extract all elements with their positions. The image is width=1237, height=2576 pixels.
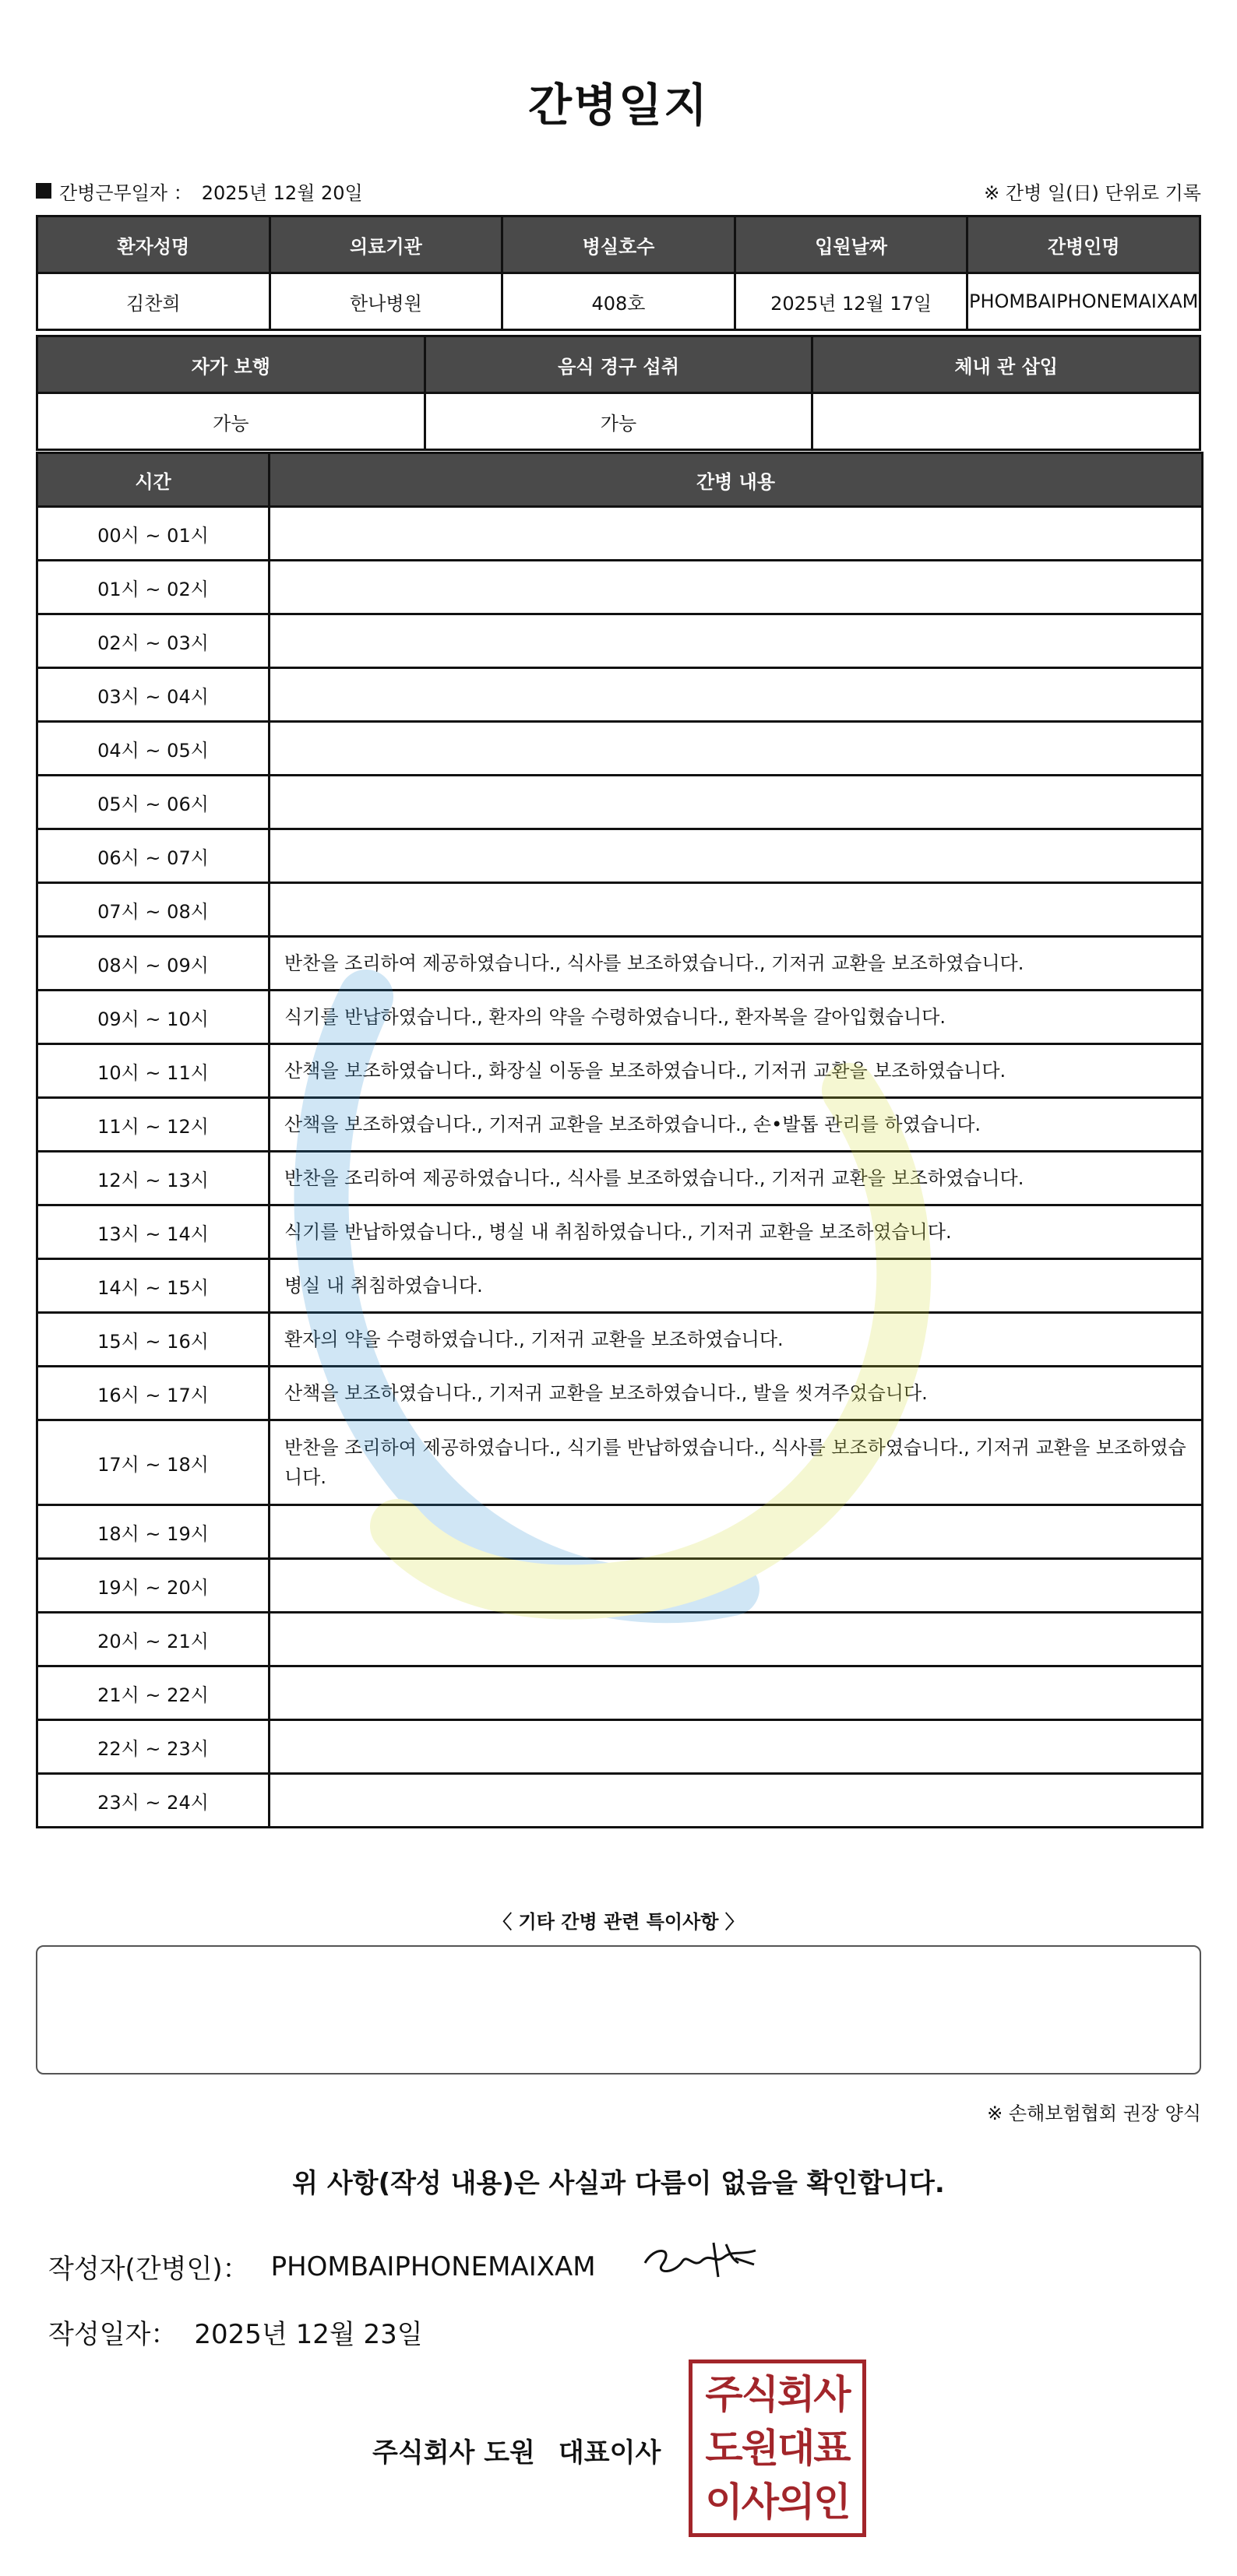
table-row xyxy=(37,1098,1203,1152)
content-cell xyxy=(270,776,1203,829)
page-title: 간병일지 xyxy=(527,79,710,132)
content-cell: 반찬을 조리하여 제공하였습니다., 식사를 보조하였습니다., 기저귀 교환을 보조하였습니다. xyxy=(270,1152,1203,1205)
content-cell xyxy=(270,1666,1203,1720)
table-row xyxy=(37,668,1203,722)
table-row xyxy=(37,614,1203,668)
header-walking: 자가 보행 xyxy=(37,336,425,393)
header-time: 시간 xyxy=(37,453,270,507)
content-cell: 식기를 반납하였습니다., 환자의 약을 수령하였습니다., 환자복을 갈아입혔습니다. xyxy=(270,991,1203,1044)
remarks-title: 〈 기타 간병 관련 특이사항 〉 xyxy=(493,1911,744,1933)
square-bullet-icon xyxy=(36,183,51,199)
unit-note: ※ 간병 일(日) 단위로 기록 xyxy=(984,181,1201,204)
table-row xyxy=(37,1774,1203,1828)
content-cell: 산책을 보조하였습니다., 기저귀 교환을 보조하였습니다., 발을 씻겨주었습니다. xyxy=(270,1367,1203,1420)
table-row xyxy=(37,1044,1203,1098)
room-number: 408호 xyxy=(502,273,735,330)
patient-info-table xyxy=(36,215,1201,331)
care-log-table xyxy=(36,452,1204,1828)
patient-name: 김찬희 xyxy=(37,273,270,330)
time-cell: 04시 ~ 05시 xyxy=(37,722,270,776)
content-cell xyxy=(270,1774,1203,1828)
table-row xyxy=(37,561,1203,614)
time-cell: 03시 ~ 04시 xyxy=(37,668,270,722)
table-row xyxy=(37,1367,1203,1420)
content-cell xyxy=(270,561,1203,614)
header-tube-insertion: 체내 관 삽입 xyxy=(812,336,1200,393)
work-date-value: 2025년 12월 20일 xyxy=(201,181,363,204)
table-row xyxy=(37,937,1203,991)
content-cell xyxy=(270,722,1203,776)
author-row xyxy=(48,2247,596,2286)
header-admission-date: 입원날짜 xyxy=(735,216,967,273)
time-cell: 13시 ~ 14시 xyxy=(37,1205,270,1259)
time-cell: 23시 ~ 24시 xyxy=(37,1774,270,1828)
table-row xyxy=(37,1259,1203,1313)
content-cell: 반찬을 조리하여 제공하였습니다., 식기를 반납하였습니다., 식사를 보조하였습니다., 기저귀 교환을 보조하였습니다. xyxy=(270,1420,1203,1505)
time-cell: 02시 ~ 03시 xyxy=(37,614,270,668)
confirmation-statement: 위 사항(작성 내용)은 사실과 다름이 없음을 확인합니다. xyxy=(292,2168,945,2199)
remarks-box xyxy=(36,1945,1201,2075)
time-cell: 17시 ~ 18시 xyxy=(37,1420,270,1505)
table-row xyxy=(37,722,1203,776)
work-date-row xyxy=(36,178,1201,204)
time-cell: 11시 ~ 12시 xyxy=(37,1098,270,1152)
time-cell: 10시 ~ 11시 xyxy=(37,1044,270,1098)
time-cell: 15시 ~ 16시 xyxy=(37,1313,270,1367)
written-date-label: 작성일자： xyxy=(48,2319,178,2350)
time-cell: 09시 ~ 10시 xyxy=(37,991,270,1044)
walking-status: 가능 xyxy=(37,393,425,450)
author-label: 작성자(간병인)： xyxy=(48,2254,249,2285)
company-name: 주식회사 도원 xyxy=(372,2437,535,2469)
seal-line: 도원대표 xyxy=(705,2425,850,2471)
header-hospital: 의료기관 xyxy=(270,216,502,273)
content-cell: 산책을 보조하였습니다., 기저귀 교환을 보조하였습니다., 손•발톱 관리를 하였습니다. xyxy=(270,1098,1203,1152)
time-cell: 12시 ~ 13시 xyxy=(37,1152,270,1205)
time-cell: 22시 ~ 23시 xyxy=(37,1720,270,1774)
table-row xyxy=(37,1420,1203,1505)
time-cell: 21시 ~ 22시 xyxy=(37,1666,270,1720)
company-signature-line xyxy=(372,2431,661,2469)
representative-title: 대표이사 xyxy=(558,2437,661,2469)
header-oral-intake: 음식 경구 섭취 xyxy=(425,336,812,393)
time-cell: 08시 ~ 09시 xyxy=(37,937,270,991)
content-cell: 환자의 약을 수령하였습니다., 기저귀 교환을 보조하였습니다. xyxy=(270,1313,1203,1367)
time-cell: 06시 ~ 07시 xyxy=(37,829,270,883)
table-row xyxy=(37,991,1203,1044)
table-row xyxy=(37,507,1203,561)
work-date xyxy=(36,178,363,205)
tube-insertion-status xyxy=(812,393,1200,450)
author-name: PHOMBAIPHONEMAIXAM xyxy=(270,2250,596,2282)
content-cell xyxy=(270,614,1203,668)
table-row xyxy=(37,1313,1203,1367)
seal-line: 이사의인 xyxy=(705,2479,850,2525)
patient-status-table xyxy=(36,335,1201,451)
table-row xyxy=(37,1720,1203,1774)
table-row xyxy=(37,1505,1203,1559)
seal-line: 주식회사 xyxy=(705,2372,850,2418)
header-caregiver-name: 간병인명 xyxy=(967,216,1200,273)
table-row xyxy=(37,1205,1203,1259)
content-cell xyxy=(270,1559,1203,1613)
work-date-label: 간병근무일자 ： xyxy=(59,181,192,204)
signature xyxy=(639,2227,763,2289)
hospital-name: 한나병원 xyxy=(270,273,502,330)
admission-date: 2025년 12월 17일 xyxy=(735,273,967,330)
time-cell: 05시 ~ 06시 xyxy=(37,776,270,829)
table-row xyxy=(37,1613,1203,1666)
time-cell: 18시 ~ 19시 xyxy=(37,1505,270,1559)
company-seal xyxy=(689,2360,866,2537)
content-cell xyxy=(270,1613,1203,1666)
content-cell xyxy=(270,668,1203,722)
table-row xyxy=(37,776,1203,829)
time-cell: 14시 ~ 15시 xyxy=(37,1259,270,1313)
content-cell: 병실 내 취침하였습니다. xyxy=(270,1259,1203,1313)
header-patient-name: 환자성명 xyxy=(37,216,270,273)
content-cell: 반찬을 조리하여 제공하였습니다., 식사를 보조하였습니다., 기저귀 교환을 보조하였습니다. xyxy=(270,937,1203,991)
caregiver-name: PHOMBAIPHONEMAIXAM xyxy=(967,273,1200,330)
time-cell: 20시 ~ 21시 xyxy=(37,1613,270,1666)
written-date-row xyxy=(48,2313,423,2351)
time-cell: 01시 ~ 02시 xyxy=(37,561,270,614)
content-cell xyxy=(270,1505,1203,1559)
content-cell: 식기를 반납하였습니다., 병실 내 취침하였습니다., 기저귀 교환을 보조하였습니다. xyxy=(270,1205,1203,1259)
content-cell xyxy=(270,507,1203,561)
recommended-form-note: ※ 손해보험협회 권장 양식 xyxy=(987,2103,1201,2124)
oral-intake-status: 가능 xyxy=(425,393,812,450)
time-cell: 00시 ~ 01시 xyxy=(37,507,270,561)
table-row xyxy=(37,1152,1203,1205)
time-cell: 19시 ~ 20시 xyxy=(37,1559,270,1613)
content-cell xyxy=(270,829,1203,883)
table-row xyxy=(37,1666,1203,1720)
header-care-content: 간병 내용 xyxy=(270,453,1203,507)
content-cell: 산책을 보조하였습니다., 화장실 이동을 보조하였습니다., 기저귀 교환을 보조하였습니다. xyxy=(270,1044,1203,1098)
content-cell xyxy=(270,1720,1203,1774)
written-date-value: 2025년 12월 23일 xyxy=(194,2319,423,2350)
table-row xyxy=(37,883,1203,937)
time-cell: 16시 ~ 17시 xyxy=(37,1367,270,1420)
time-cell: 07시 ~ 08시 xyxy=(37,883,270,937)
content-cell xyxy=(270,883,1203,937)
table-row xyxy=(37,829,1203,883)
header-room: 병실호수 xyxy=(502,216,735,273)
table-row xyxy=(37,1559,1203,1613)
